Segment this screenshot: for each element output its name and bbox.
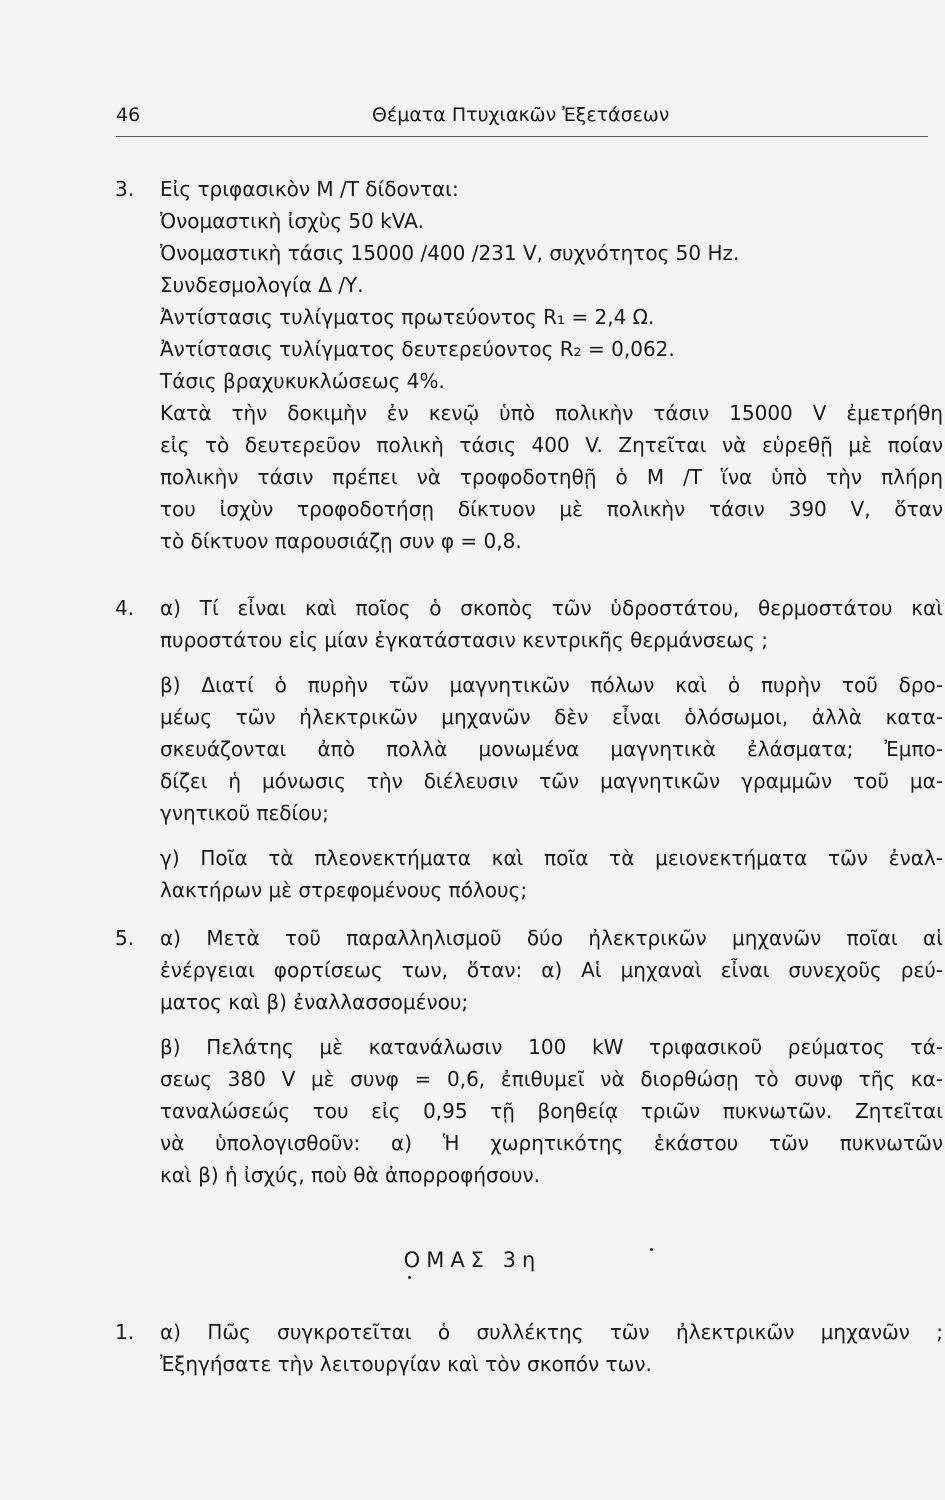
text-line: Ἐξηγήσατε τὴν λειτουργίαν καὶ τὸν σκοπόν των. xyxy=(160,1352,652,1376)
text-line: Ἀντίστασις τυλίγματος δευτερεύοντος R₂ = 0,062. xyxy=(160,337,675,361)
text-line: καὶ β) ἡ ἰσχύς, ποὺ θὰ ἀπορροφήσουν. xyxy=(160,1163,541,1187)
print-speck xyxy=(650,1248,653,1251)
text-line: πυροστάτου εἰς μίαν ἐγκατάστασιν κεντρικῆς θερμάνσεως ; xyxy=(160,628,768,652)
text-line: β) Πελάτης μὲ κατανάλωσιν 100 kW τριφασικοῦ ρεύματος τά- xyxy=(160,1035,943,1059)
text-line: γνητικοῦ πεδίου; xyxy=(160,801,329,825)
text-line: Συνδεσμολογία Δ /Υ. xyxy=(160,273,364,297)
text-line: μέως τῶν ἠλεκτρικῶν μηχανῶν δὲν εἶναι ὁλόσωμοι, ἀλλὰ κατα- xyxy=(160,705,943,729)
text-line: πολικὴν τάσιν πρέπει νὰ τροφοδοτηθῇ ὁ Μ /Τ ἵνα ὑπὸ τὴν πλήρη xyxy=(160,465,943,489)
question-number: 5. xyxy=(115,926,135,950)
running-header: Θέματα Πτυχιακῶν Ἐξετάσεων xyxy=(372,104,670,126)
header-rule xyxy=(116,136,928,137)
text-line: Ἀντίστασις τυλίγματος πρωτεύοντος R₁ = 2,4 Ω. xyxy=(160,305,655,329)
text-line: β) Διατί ὁ πυρὴν τῶν μαγνητικῶν πόλων καὶ ὁ πυρὴν τοῦ δρο- xyxy=(160,673,943,697)
text-line: Εἰς τριφασικὸν Μ /Τ δίδονται: xyxy=(160,177,459,201)
text-line: ταναλώσεώς του εἰς 0,95 τῇ βοηθείᾳ τριῶν πυκνωτῶν. Ζητεῖται xyxy=(160,1099,943,1123)
text-line: τὸ δίκτυον παρουσιάζῃ συν φ = 0,8. xyxy=(160,529,522,553)
print-speck xyxy=(408,1276,411,1279)
text-line: Ὀνομαστικὴ τάσις 15000 /400 /231 V, συχνότητος 50 Hz. xyxy=(160,241,740,265)
question-number: 4. xyxy=(115,596,135,620)
text-line: του ἰσχὺν τροφοδοτήσῃ δίκτυον μὲ πολικὴν τάσιν 390 V, ὅταν xyxy=(160,497,943,521)
text-line: εἰς τὸ δευτερεῦον πολικὴ τάσις 400 V. Ζητεῖται νὰ εὑρεθῇ μὲ ποίαν xyxy=(160,433,943,457)
text-line: νὰ ὑπολογισθοῦν: α) Ἡ χωρητικότης ἑκάστου τῶν πυκνωτῶν xyxy=(160,1131,943,1155)
text-line: ἐνέργειαι φορτίσεως των, ὅταν: α) Αἱ μηχαναὶ εἶναι συνεχοῦς ρεύ- xyxy=(160,958,943,982)
group-heading: ΟΜΑΣ 3η xyxy=(403,1248,542,1272)
text-line: Τάσις βραχυκυκλώσεως 4%. xyxy=(160,369,445,393)
text-line: Κατὰ τὴν δοκιμὴν ἐν κενῷ ὑπὸ πολικὴν τάσιν 15000 V ἐμετρήθη xyxy=(160,401,943,425)
text-line: σεως 380 V μὲ συνφ = 0,6, ἐπιθυμεῖ νὰ διορθώσῃ τὸ συνφ τῆς κα- xyxy=(160,1067,943,1091)
text-line: δίζει ἡ μόνωσις τὴν διέλευσιν τῶν μαγνητικῶν γραμμῶν τοῦ μα- xyxy=(160,769,943,793)
text-line: σκευάζονται ἀπὸ πολλὰ μονωμένα μαγνητικὰ ἐλάσματα; Ἐμπο- xyxy=(160,737,943,761)
text-line: α) Τί εἶναι καὶ ποῖος ὁ σκοπὸς τῶν ὑδροστάτου, θερμοστάτου καὶ xyxy=(160,596,943,620)
text-line: λακτήρων μὲ στρεφομένους πόλους; xyxy=(160,878,528,902)
text-line: α) Μετὰ τοῦ παραλληλισμοῦ δύο ἠλεκτρικῶν μηχανῶν ποῖαι αἱ xyxy=(160,926,943,950)
text-line: γ) Ποῖα τὰ πλεονεκτήματα καὶ ποῖα τὰ μειονεκτήματα τῶν ἐναλ- xyxy=(160,846,943,870)
text-line: ματος καὶ β) ἐναλλασσομένου; xyxy=(160,990,469,1014)
question-number: 3. xyxy=(115,177,135,201)
question-number: 1. xyxy=(115,1320,135,1344)
text-line: Ὀνομαστικὴ ἰσχὺς 50 kVA. xyxy=(160,209,424,233)
page-number: 46 xyxy=(116,104,141,126)
text-line: α) Πῶς συγκροτεῖται ὁ συλλέκτης τῶν ἠλεκτρικῶν μηχανῶν ; xyxy=(160,1320,943,1344)
